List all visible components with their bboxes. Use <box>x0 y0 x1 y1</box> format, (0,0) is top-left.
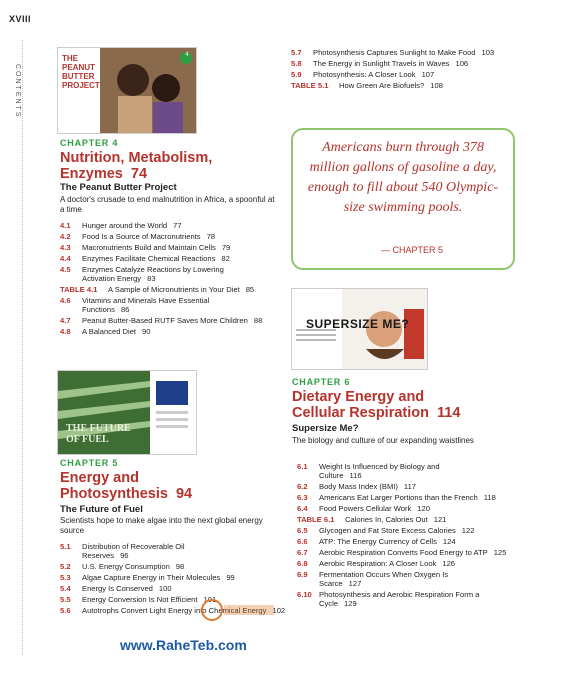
section-number: 5.2 <box>60 562 71 571</box>
section-row[interactable] <box>60 221 292 230</box>
section-title: Fermentation Occurs When Oxygen Is Scarce <box>319 570 449 588</box>
section-number: 4.5 <box>60 265 71 274</box>
chapter-5-title-line2: Photosynthesis <box>60 486 168 502</box>
section-page: 124 <box>442 537 456 546</box>
section-number: 5.8 <box>291 59 302 68</box>
section-number: 6.10 <box>297 590 312 599</box>
section-number: 4.1 <box>60 221 71 230</box>
section-row[interactable] <box>297 526 515 535</box>
chapter-5-label: CHAPTER 5 <box>60 458 119 468</box>
table-row[interactable] <box>291 81 513 90</box>
section-row[interactable] <box>291 48 513 57</box>
side-label: CONTENTS <box>14 64 21 119</box>
chapter-4-title[interactable] <box>60 150 290 182</box>
pull-quote-text: Americans burn through 378 million gallons of gasoline a day, enough to fill about 540 Olympic-size swimming pools. <box>307 140 499 215</box>
section-number: 6.9 <box>297 570 308 579</box>
chapter-4-page: 74 <box>130 166 148 182</box>
section-title: Energy Conversion Is Not Efficient <box>82 595 198 604</box>
chapter-4-label: CHAPTER 4 <box>60 138 119 148</box>
section-number: 4.8 <box>60 327 71 336</box>
section-title: Energy Is Conserved <box>82 584 153 593</box>
chapter-4-description: A doctor's crusade to end malnutrition in Africa, a spoonful at a time <box>60 195 275 214</box>
section-title: Enzymes Catalyze Reactions by Lowering Activation Energy <box>82 265 224 283</box>
section-title: Enzymes Facilitate Chemical Reactions <box>82 254 216 263</box>
section-row[interactable] <box>291 59 513 68</box>
section-number: 6.8 <box>297 559 308 568</box>
table-page: 121 <box>433 515 447 524</box>
section-number: 4.4 <box>60 254 71 263</box>
chapter-5-page: 94 <box>175 486 193 502</box>
section-page: 127 <box>348 579 362 588</box>
section-page: 101 <box>203 595 217 604</box>
section-row[interactable] <box>60 542 292 560</box>
section-page: 117 <box>403 482 417 491</box>
section-title: Weight Is Influenced by Biology and Culture <box>319 462 440 480</box>
section-number: 6.2 <box>297 482 308 491</box>
section-row[interactable] <box>297 590 515 608</box>
section-number: 4.6 <box>60 296 71 305</box>
section-title: Photosynthesis: A Closer Look <box>313 70 416 79</box>
section-row[interactable] <box>60 584 292 593</box>
chapter-4-title-line2: Enzymes <box>60 166 123 182</box>
section-title: Americans Eat Larger Portions than the French <box>319 493 478 502</box>
section-number: 5.6 <box>60 606 71 615</box>
section-row[interactable] <box>297 559 515 568</box>
section-number: 5.1 <box>60 542 71 551</box>
chapter-4-title-line1: Nutrition, Metabolism, <box>60 150 213 166</box>
section-title: Algae Capture Energy in Their Molecules <box>82 573 221 582</box>
chapter-5-title-line1: Energy and <box>60 470 139 486</box>
section-title: Photosynthesis Captures Sunlight to Make Food <box>313 48 476 57</box>
section-page: 122 <box>461 526 475 535</box>
chapter-6-description: The biology and culture of our expanding waistlines <box>292 436 474 445</box>
section-title: Aerobic Respiration Converts Food Energy to ATP <box>319 548 488 557</box>
section-title: Vitamins and Minerals Have Essential Functions <box>82 296 210 314</box>
section-title: A Balanced Diet <box>82 327 137 336</box>
section-row[interactable] <box>60 327 292 336</box>
chapter-6-title-line1: Dietary Energy and <box>292 389 425 405</box>
section-number: 5.5 <box>60 595 71 604</box>
section-row[interactable] <box>60 265 292 283</box>
section-page: 126 <box>442 559 456 568</box>
section-title: ATP: The Energy Currency of Cells <box>319 537 437 546</box>
chapter-6-thumbnail <box>291 288 428 370</box>
section-row[interactable] <box>60 573 292 582</box>
pull-quote-attribution: — CHAPTER 5 <box>380 245 443 255</box>
section-page: 90 <box>142 327 151 336</box>
chapter-5-description: Scientists hope to make algae into the next global energy source <box>60 516 263 535</box>
section-title: U.S. Energy Consumption <box>82 562 170 571</box>
chapter-5-continued-list <box>291 48 513 92</box>
section-page: 100 <box>158 584 172 593</box>
section-number: 5.9 <box>291 70 302 79</box>
section-number: 5.7 <box>291 48 302 57</box>
section-row[interactable] <box>60 243 292 252</box>
section-row[interactable] <box>60 254 292 263</box>
section-row[interactable] <box>297 504 515 513</box>
chapter-6-story: Supersize Me? <box>292 423 359 434</box>
section-page: 107 <box>421 70 435 79</box>
section-title: Macronutrients Build and Maintain Cells <box>82 243 216 252</box>
section-row[interactable] <box>60 562 292 571</box>
section-number: 6.3 <box>297 493 308 502</box>
chapter-5-thumbnail <box>57 370 197 455</box>
section-title: Hunger around the World <box>82 221 168 230</box>
table-title: Calories In, Calories Out <box>345 515 428 524</box>
chapter-6-section-list <box>297 462 515 610</box>
side-divider <box>22 40 23 655</box>
section-row[interactable] <box>297 548 515 557</box>
section-title: Body Mass Index (BMI) <box>319 482 398 491</box>
section-page: 129 <box>344 599 357 608</box>
watermark-text: www.RaheTeb.com <box>120 637 247 653</box>
table-title: How Green Are Biofuels? <box>339 81 425 90</box>
section-number: 6.5 <box>297 526 308 535</box>
section-title: Distribution of Recoverable Oil Reserves <box>82 542 185 560</box>
section-page: 116 <box>349 471 362 480</box>
section-row[interactable] <box>60 316 292 325</box>
section-page: 103 <box>481 48 495 57</box>
section-row[interactable] <box>297 493 515 502</box>
section-title: Food Is a Source of Macronutrients <box>82 232 201 241</box>
section-page: 83 <box>147 274 156 283</box>
chapter-4-thumb-number: 4 <box>185 52 189 58</box>
section-title: Food Powers Cellular Work <box>319 504 412 513</box>
section-number: 4.3 <box>60 243 71 252</box>
chapter-4-story: The Peanut Butter Project <box>60 182 177 193</box>
table-number: TABLE 6.1 <box>297 515 335 524</box>
section-number: 6.1 <box>297 462 308 471</box>
section-number: 6.4 <box>297 504 308 513</box>
chapter-4-thumbnail <box>57 47 197 134</box>
section-row[interactable] <box>60 296 292 314</box>
section-number: 5.4 <box>60 584 71 593</box>
section-number: 4.7 <box>60 316 71 325</box>
chapter-6-page: 114 <box>436 405 461 421</box>
chapter-5-story: The Future of Fuel <box>60 504 143 515</box>
chapter-6-label: CHAPTER 6 <box>292 377 351 387</box>
watermark-emblem-icon <box>200 595 280 625</box>
table-number: TABLE 4.1 <box>60 285 98 294</box>
section-page: 102 <box>272 606 286 615</box>
section-title: Glycogen and Fat Store Excess Calories <box>319 526 456 535</box>
section-row[interactable] <box>297 570 515 588</box>
section-row[interactable] <box>297 462 515 480</box>
table-title: A Sample of Micronutrients in Your Diet <box>108 285 240 294</box>
chapter-6-title[interactable] <box>292 389 522 421</box>
section-number: 4.2 <box>60 232 71 241</box>
section-number: 5.3 <box>60 573 71 582</box>
section-page: 78 <box>206 232 216 241</box>
watermark-logo <box>200 595 280 625</box>
section-page: 79 <box>221 243 231 252</box>
section-page: 96 <box>120 551 129 560</box>
section-page: 125 <box>493 548 507 557</box>
section-page: 77 <box>173 221 182 230</box>
section-page: 118 <box>483 493 496 502</box>
section-title: Aerobic Respiration: A Closer Look <box>319 559 437 568</box>
section-row[interactable] <box>60 232 292 241</box>
section-page: 88 <box>253 316 263 325</box>
section-title: Peanut Butter-Based RUTF Saves More Children <box>82 316 248 325</box>
chapter-4-section-list <box>60 221 292 338</box>
table-row[interactable] <box>297 515 515 524</box>
section-page: 120 <box>417 504 430 513</box>
table-number: TABLE 5.1 <box>291 81 329 90</box>
chapter-6-title-line2: Cellular Respiration <box>292 405 429 421</box>
section-number: 6.7 <box>297 548 308 557</box>
table-page: 85 <box>245 285 255 294</box>
section-page: 98 <box>175 562 185 571</box>
page-number: XVIII <box>9 14 32 24</box>
section-page: 86 <box>120 305 130 314</box>
section-row[interactable] <box>297 537 515 546</box>
chapter-6-thumb-title: SUPERSIZE ME? <box>306 317 410 331</box>
section-row[interactable] <box>297 482 515 491</box>
chapter-4-thumb-title: THE PEANUT BUTTER PROJECT <box>62 54 100 90</box>
section-page: 99 <box>226 573 235 582</box>
section-title: Autotrophs Convert Light Energy into Chemical Energy <box>82 606 267 615</box>
section-row[interactable] <box>291 70 513 79</box>
chapter-5-thumb-title: THE FUTURE OF FUEL <box>66 423 131 445</box>
table-page: 108 <box>430 81 443 90</box>
section-number: 6.6 <box>297 537 308 546</box>
section-title: Photosynthesis and Aerobic Respiration Form a Cycle <box>319 590 480 608</box>
section-page: 106 <box>455 59 469 68</box>
section-title: The Energy in Sunlight Travels in Waves <box>313 59 450 68</box>
pull-quote-box <box>291 128 515 270</box>
table-row[interactable] <box>60 285 292 294</box>
chapter-5-title[interactable] <box>60 470 290 502</box>
section-page: 82 <box>221 254 230 263</box>
